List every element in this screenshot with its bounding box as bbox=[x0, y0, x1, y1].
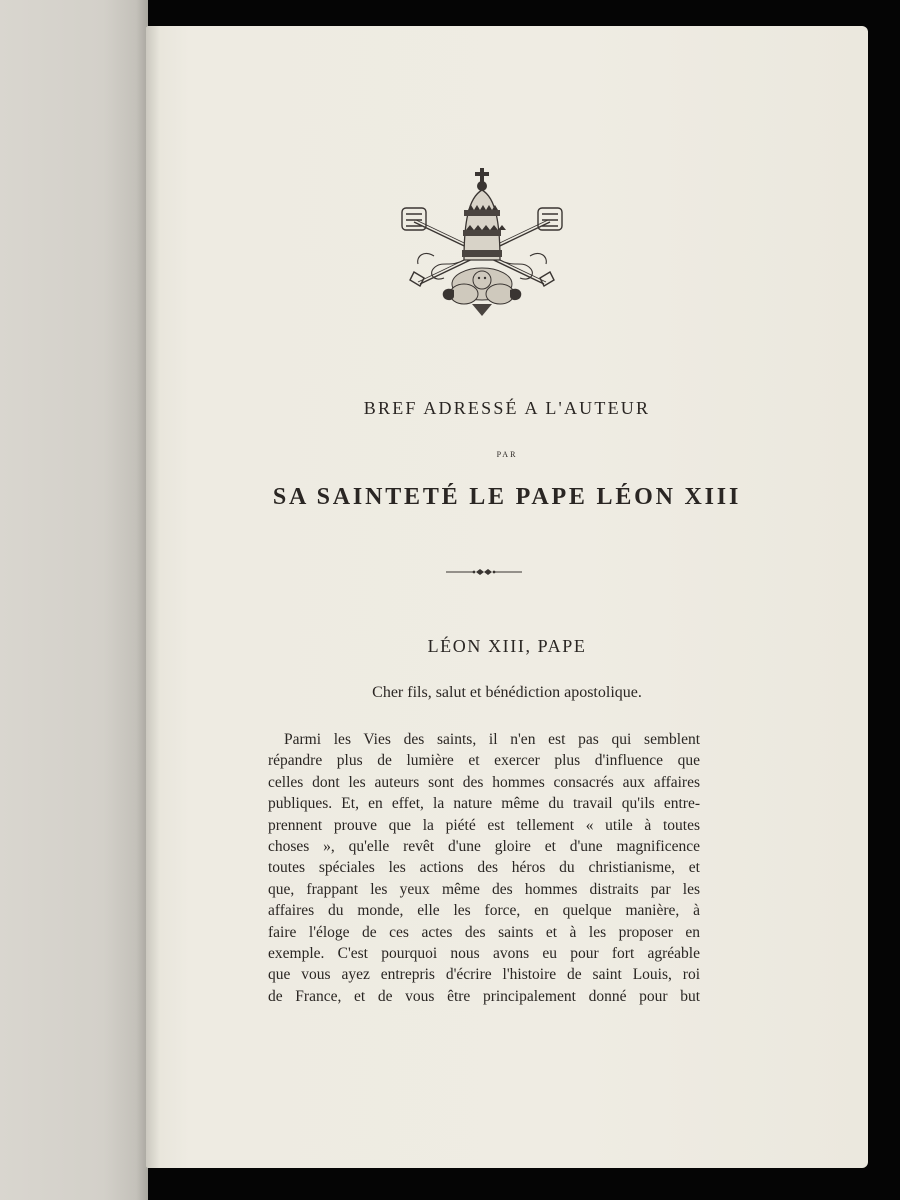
body-line: toutes spéciales les actions des héros du christianisme, et bbox=[268, 859, 700, 877]
gutter-shadow bbox=[146, 26, 160, 1168]
body-line: affaires du monde, elle les force, en quelque manière, à bbox=[268, 902, 700, 920]
body-line: Parmi les Vies des saints, il n'en est pas qui semblent bbox=[284, 731, 700, 748]
papal-emblem-icon bbox=[394, 164, 570, 320]
body-line: que vous ayez entrepris d'écrire l'histoire de saint Louis, roi bbox=[268, 966, 700, 984]
ornament-rule-icon bbox=[446, 566, 522, 578]
body-line: exemple. C'est pourquoi nous avons eu pour fort agréable bbox=[268, 944, 700, 962]
heading-leon-xiii: LÉON XIII, PAPE bbox=[427, 636, 587, 656]
heading-pope-title: SA SAINTETÉ LE PAPE LÉON XIII bbox=[272, 484, 742, 510]
body-line: répandre plus de lumière et exercer plus d'influence que bbox=[268, 752, 700, 770]
body-paragraph bbox=[268, 729, 700, 1007]
body-line: prennent prouve que la piété est tellement « utile à toutes bbox=[268, 816, 700, 834]
body-line: de France, et de vous être principalement donné pour but bbox=[268, 987, 700, 1005]
facing-page-edge bbox=[0, 0, 148, 1200]
body-line: faire l'éloge de ces actes des saints et à les proposer en bbox=[268, 923, 700, 941]
heading-bref: BREF ADRESSÉ A L'AUTEUR bbox=[363, 398, 651, 418]
book-page bbox=[146, 26, 868, 1168]
body-line: choses », qu'elle revêt d'une gloire et d'une magnificence bbox=[268, 837, 700, 855]
heading-par: PAR bbox=[496, 450, 518, 459]
body-line: celles dont les auteurs sont des hommes consacrés aux affaires bbox=[268, 773, 700, 791]
salutation-line: Cher fils, salut et bénédiction apostolique. bbox=[372, 684, 642, 701]
body-line: que, frappant les yeux même des hommes distraits par les bbox=[268, 880, 700, 898]
body-line: publiques. Et, en effet, la nature même du travail qu'ils entre- bbox=[268, 795, 700, 813]
